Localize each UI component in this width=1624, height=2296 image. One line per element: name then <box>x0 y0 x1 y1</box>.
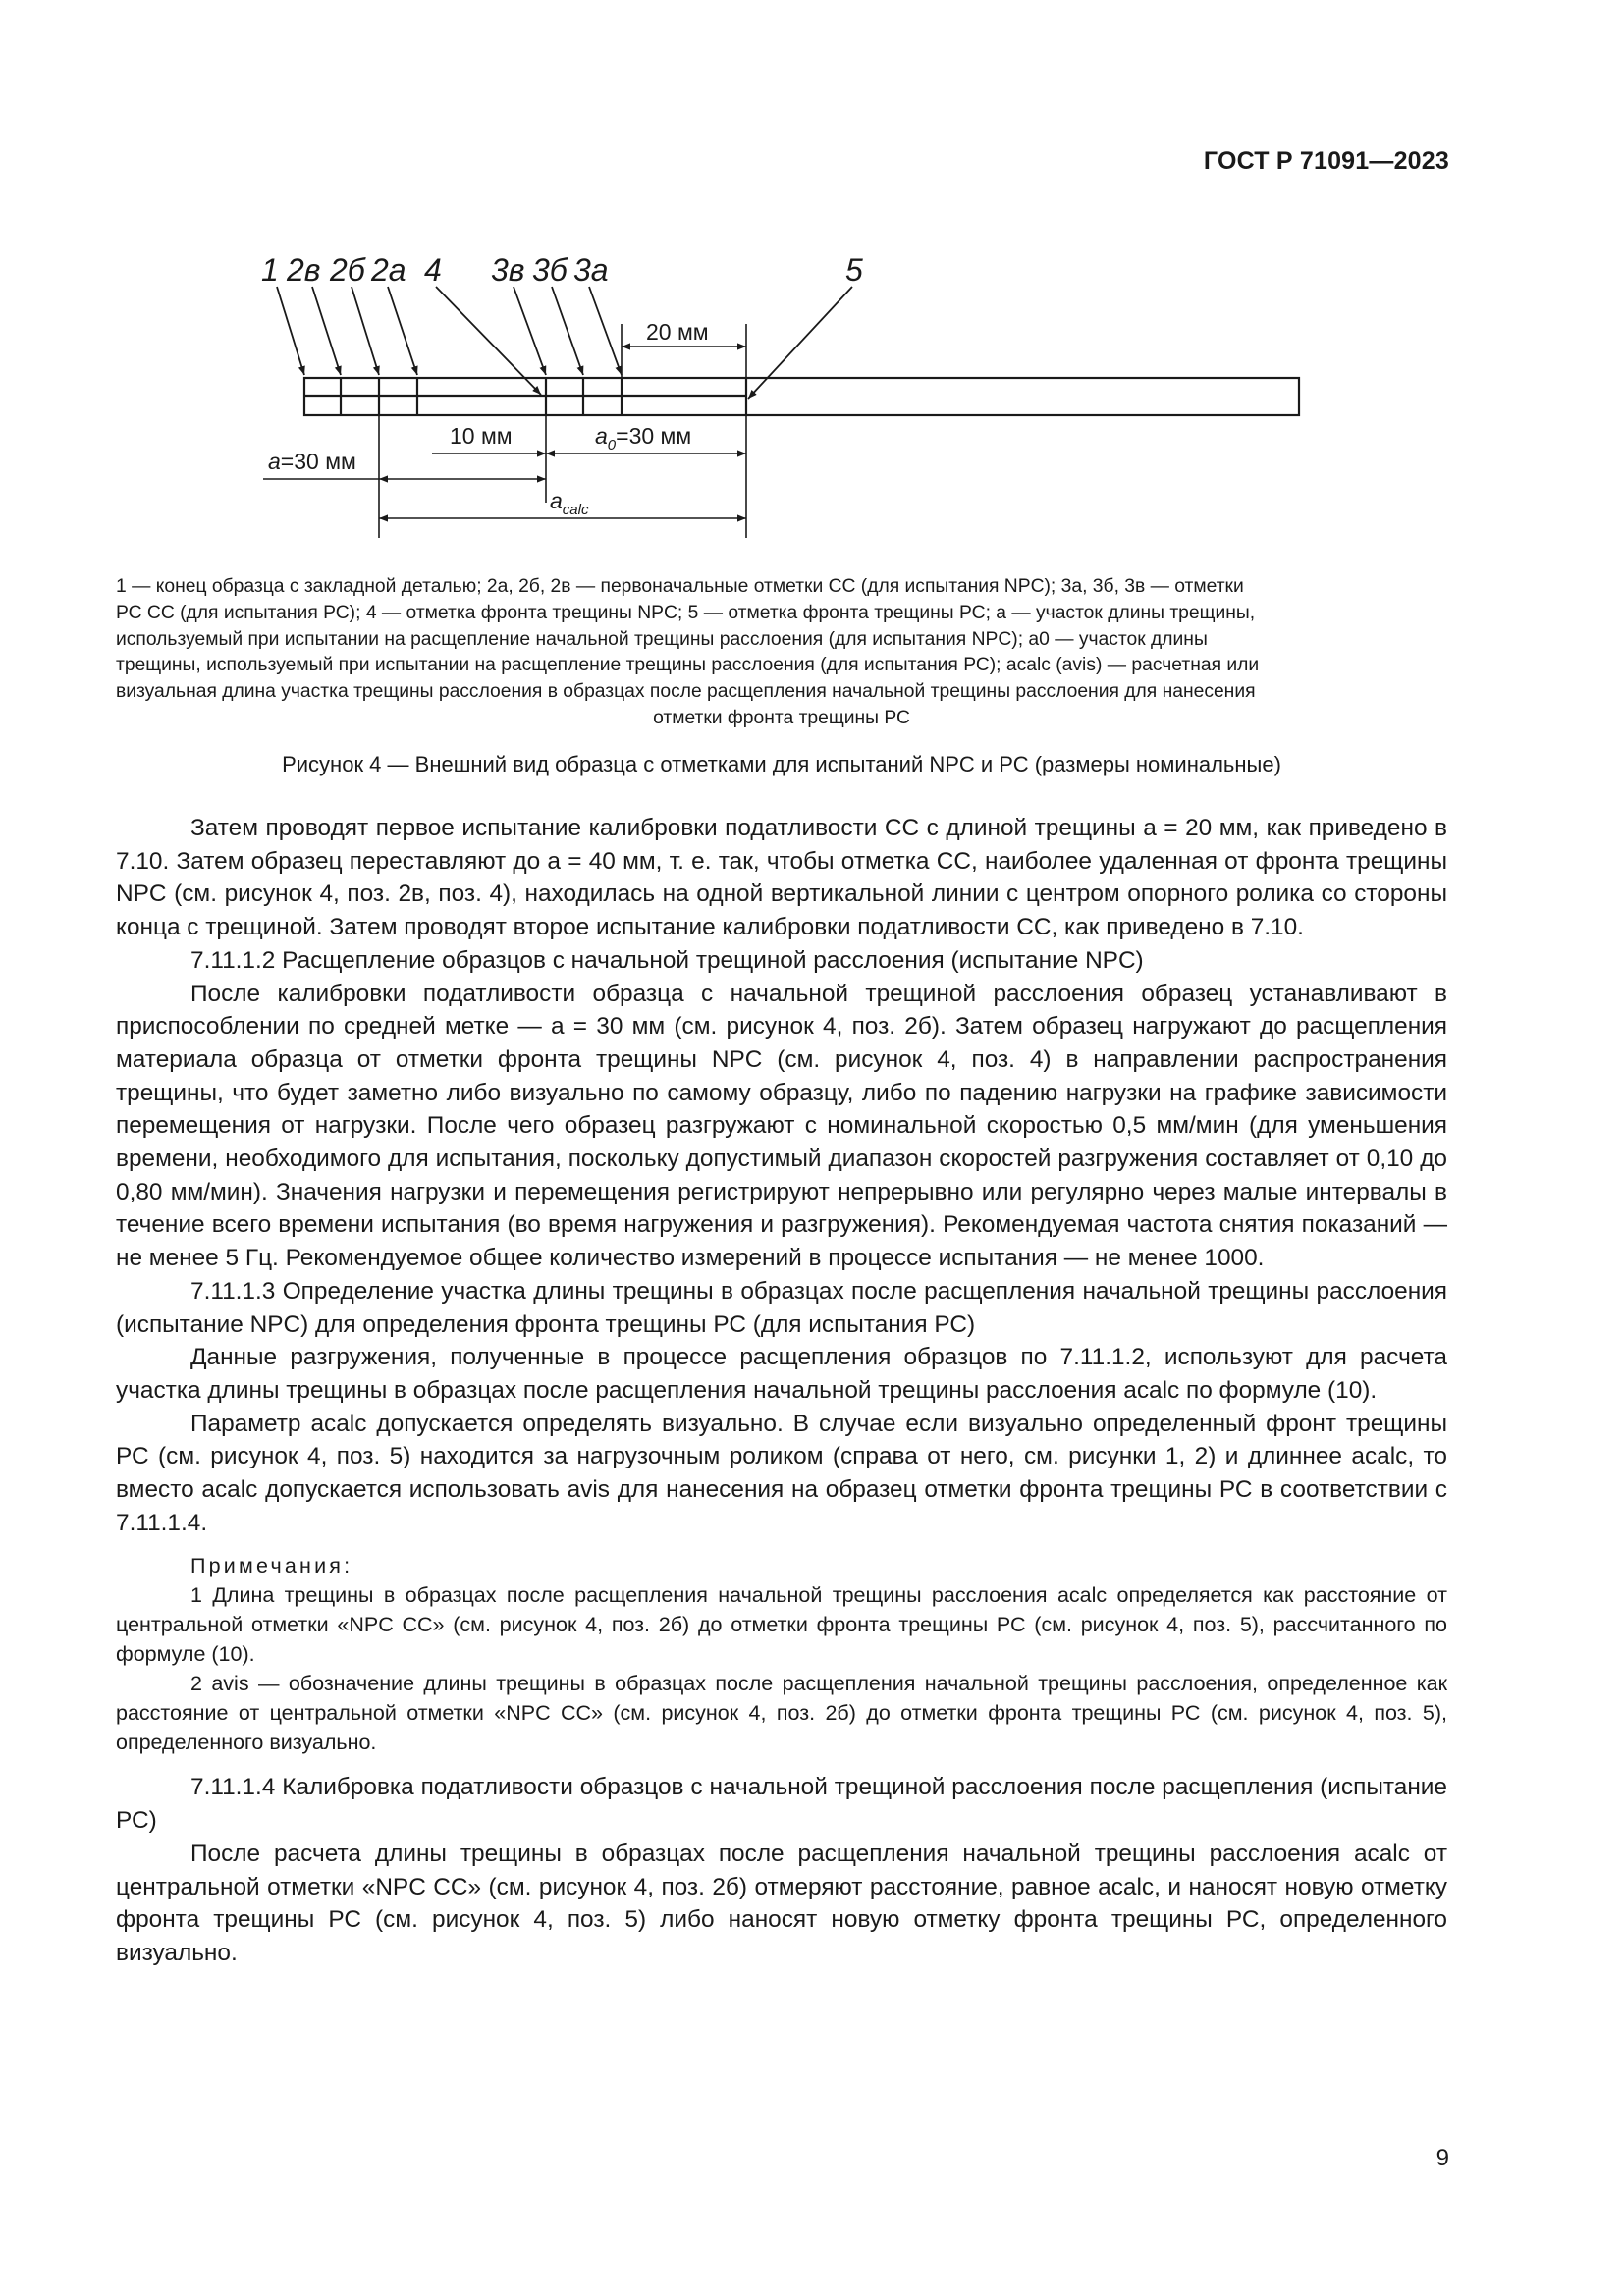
legend-line: используемый при испытании на расщепление начальной трещины расслоения (для испытания NPC); a0 — участок длины <box>116 628 1208 650</box>
body-text <box>116 812 1447 1970</box>
section-heading-7-11-1-3: 7.11.1.3 Определение участка длины трещины в образцах после расщепления начальной трещины расслоения (испытание NPC) для определения фронта трещины РС (для испытания РС) <box>116 1277 1447 1338</box>
legend-line: РС СС (для испытания РС); 4 — отметка фронта трещины NPC; 5 — отметка фронта трещины РС; a — участок длины трещины, <box>116 602 1256 623</box>
note-1: 1 Длина трещины в образцах после расщепления начальной трещины расслоения acalc определяется как расстояние от центральной отметки «NPC СС» (см. рисунок 4, поз. 2б) до отметки фронта трещины РС (см. рисунок 4, поз. 5), рассчитанного по формуле (10). <box>116 1583 1447 1667</box>
paragraph: После калибровки податливости образца с начальной трещиной расслоения образец устанавливают в приспособлении по средней метке — a = 30 мм (см. рисунок 4, поз. 2б). Затем образец нагружают до расщепления материала образца от отметки фронта трещины NPC (см. рисунок 4, поз. 4) в направлении распространения трещины, что будет заметно либо визуально по самому образцу, либо по падению нагрузки на графике зависимости перемещения от нагрузки. После чего образец разгружают с номинальной скоростью 0,5 мм/мин (для уменьшения времени, необходимого для испытания, поскольку допустимый диапазон скоростей разгружения составляет от 0,10 до 0,80 мм/мин). Значения нагрузки и перемещения регистрируют непрерывно или регулярно через малые интервалы в течение всего времени испытания (во время нагружения и разгружения). Рекомендуемая частота снятия показаний — не менее 5 Гц. Рекомендуемое общее количество измерений в процессе испытания — не менее 1000. <box>116 980 1447 1272</box>
dim-a: a=30 мм <box>268 449 356 474</box>
item-labels <box>261 252 863 288</box>
specimen-figure <box>0 0 1624 550</box>
section-heading-7-11-1-4: 7.11.1.4 Калибровка податливости образцов с начальной трещиной расслоения после расщепления (испытание РС) <box>116 1774 1447 1835</box>
dim-10mm: 10 мм <box>450 423 513 449</box>
label-5: 5 <box>845 252 863 288</box>
dim-20mm: 20 мм <box>646 319 709 345</box>
legend-line: 1 — конец образца с закладной деталью; 2а, 2б, 2в — первоначальные отметки СС (для испытания NPC); 3а, 3б, 3в — отметки <box>116 576 1244 597</box>
paragraph: Затем проводят первое испытание калибровки податливости СС с длиной трещины a = 20 мм, как приведено в 7.10. Затем образец переставляют до a = 40 мм, т. е. так, чтобы отметка СС, наиболее удаленная от фронта трещины NPC (см. рисунок 4, поз. 2в, поз. 4), находилась на одной вертикальной линии с центром опорного ролика со стороны конца с трещиной. Затем проводят второе испытание калибровки податливости СС, как приведено в 7.10. <box>116 815 1447 941</box>
label-2b: 2б <box>330 252 365 288</box>
label-3a: 3а <box>573 252 609 288</box>
label-2a: 2а <box>371 252 406 288</box>
page-number: 9 <box>1435 2145 1449 2171</box>
label-3v: 3в <box>491 252 525 288</box>
paragraph: Параметр acalc допускается определять визуально. В случае если визуально определенный фронт трещины РС (см. рисунок 4, поз. 5) находится за нагрузочным роликом (справа от него, см. рисунки 1, 2) и длиннее acalc, то вместо acalc допускается использовать avis для нанесения на образец отметки фронта трещины РС в соответствии с 7.11.1.4. <box>116 1410 1447 1536</box>
specimen-bar <box>304 378 1299 415</box>
paragraph: Данные разгружения, полученные в процессе расщепления образцов по 7.11.1.2, используют для расчета участка длины трещины в образцах после расщепления начальной трещины расслоения acalc по формуле (10). <box>116 1344 1447 1404</box>
legend-line: отметки фронта трещины РС <box>653 707 910 728</box>
leader-lines <box>277 287 852 399</box>
note-2: 2 avis — обозначение длины трещины в образцах после расщепления начальной трещины расслоения, определенное как расстояние от центральной отметки «NPC СС» (см. рисунок 4, поз. 2б) до отметки фронта трещины РС (см. рисунок 4, поз. 5), определенного визуально. <box>116 1672 1447 1755</box>
document-code: ГОСТ Р 71091—2023 <box>1203 147 1449 175</box>
label-4: 4 <box>424 252 442 288</box>
paragraph: После расчета длины трещины в образцах после расщепления начальной трещины расслоения acalc от центральной отметки «NPC СС» (см. рисунок 4, поз. 2б) отмеряют расстояние, равное acalc, и наносят новую отметку фронта трещины РС (см. рисунок 4, поз. 5) либо наносят новую отметку фронта трещины РС, определенного визуально. <box>116 1840 1447 1966</box>
dimension-labels <box>268 319 709 518</box>
legend-line: визуальная длина участка трещины расслоения в образцах после расщепления начальной трещины расслоения для нанесения <box>116 681 1256 703</box>
legend-line: трещины, используемый при испытании на расщепление трещины расслоения (для испытания РС); acalc (avis) — расчетная или <box>116 655 1260 676</box>
notes-heading: Примечания: <box>190 1554 353 1578</box>
figure-caption: Рисунок 4 — Внешний вид образца с отметками для испытаний NPC и РС (размеры номинальные) <box>282 752 1281 776</box>
label-1: 1 <box>261 252 279 288</box>
dim-a0: a0=30 мм <box>595 423 692 454</box>
figure-legend <box>116 574 1447 732</box>
section-heading-7-11-1-2: 7.11.1.2 Расщепление образцов с начальной трещиной расслоения (испытание NPC) <box>190 946 1144 974</box>
label-2v: 2в <box>287 252 321 288</box>
label-3b: 3б <box>532 252 568 288</box>
dim-acalc: acalc <box>550 488 589 518</box>
